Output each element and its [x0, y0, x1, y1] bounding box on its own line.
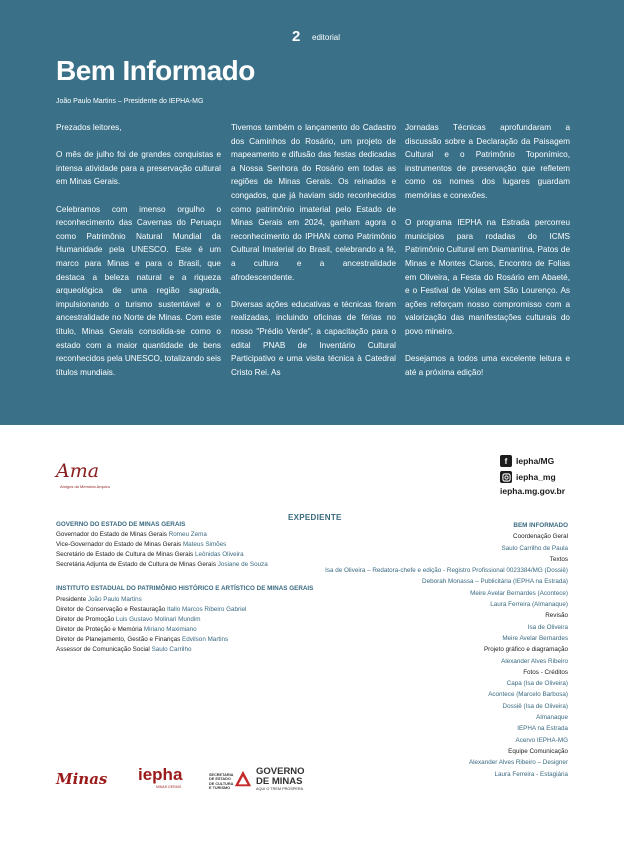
credit-label: Equipe Comunicação [508, 747, 568, 755]
byline: João Paulo Martins – Presidente do IEPHA-MG [56, 98, 204, 105]
paragraph: Diversas ações educativas e técnicas foram realizadas, incluindo oficinas de férias no nosso "Prédio Verde", a capacitação para o edital PNAB de Inventário Cultural Participativo e uma visita técnica à Catedral Cristo Rei. As [231, 299, 396, 377]
facebook-icon: f [500, 455, 512, 467]
credit-row: Diretor de Promoção Luis Gustavo Molinari Mundim [56, 615, 201, 623]
credit-row: Assessor de Comunicação Social Saulo Carrilho [56, 646, 192, 654]
credit-name: IEPHA na Estrada [517, 725, 568, 733]
credit-row: Diretor de Planejamento, Gestão e Finanças Edvilson Martins [56, 635, 229, 643]
instagram-handle: iepha_mg [516, 472, 556, 482]
instagram-icon [500, 471, 512, 483]
credit-name: Isa de Oliveira – Redatora-chefe e edição - Registro Profissional 0023384/MG (Dossiê) [325, 567, 568, 575]
social-links [500, 453, 580, 496]
credit-row: Presidente João Paulo Martins [56, 595, 142, 603]
credit-label: Coordenação Geral [513, 533, 568, 541]
text-column-3 [405, 121, 570, 393]
credit-row: Governador do Estado de Minas Gerais Romeu Zema [56, 531, 207, 539]
credit-label: Projeto gráfico e diagramação [483, 646, 568, 654]
credit-label: Fotos - Créditos [523, 668, 568, 676]
text-column-2 [231, 121, 396, 393]
credit-name: Acervo IEPHA-MG [515, 736, 568, 744]
expediente-right [308, 520, 568, 780]
credit-name: Alexander Alves Ribeiro – Designer [468, 759, 568, 767]
facebook-handle: Iepha/MG [516, 456, 555, 466]
credit-name: Saulo Carrilho de Paula [501, 544, 568, 552]
instagram-link[interactable] [500, 469, 580, 485]
bem-informado-heading: BEM INFORMADO [513, 522, 568, 529]
expediente-title: EXPEDIENTE [288, 513, 342, 522]
website-link[interactable]: iepha.mg.gov.br [500, 486, 566, 496]
paragraph: O programa IEPHA na Estrada percorreu municípios para rodadas do ICMS Patrimônio Cultural em Diamantina, Patos de Minas e Montes Claros, Encontro de Folias em Oliveira, a Festa do Rosário em Abaeté, e o Festival de Violas em São Lourenço. As ações reforçam nosso compromisso com a valorização das manifestações culturais do povo mineiro. [405, 218, 570, 336]
credit-name: Almanaque [536, 714, 568, 722]
credit-row: Diretor de Conservação e Restauração Itallo Marcos Ribeiro Gabriel [56, 605, 247, 613]
credit-name: Capa (Isa de Oliveira) [506, 680, 568, 688]
credit-name: Acontece (Marcelo Barbosa) [488, 691, 568, 699]
ama-logo [56, 460, 116, 494]
credit-label: Textos [549, 555, 568, 563]
paragraph: Desejamos a todos uma excelente leitura e até a próxima edição! [405, 354, 570, 377]
credit-row: Vice-Governador do Estado de Minas Gerais Mateus Simões [56, 541, 227, 549]
credit-row: Diretor de Proteção e Memória Miriano Maximiano [56, 625, 197, 633]
governo-slogan: AQUI O TREM PROSPERA [256, 787, 304, 791]
text-column-1 [56, 121, 221, 393]
credit-name: Alexander Alves Ribeiro [501, 657, 568, 665]
page-title: Bem Informado [56, 55, 255, 86]
ama-logo-subtitle: Amigos da Memória Arquivo [60, 484, 111, 489]
ama-logo-text: Ama [56, 460, 100, 482]
credit-name: Dossiê (Isa de Oliveira) [502, 702, 568, 710]
paragraph: Celebramos com imenso orgulho o reconhecimento das Cavernas do Peruaçu como Patrimônio Natural Mundial da Humanidade pela UNESCO. Este é um marco para Minas e para o Brasil, que destaca a beleza natural e a riqueza arqueológica de uma região sagrada, impulsionando o turismo sustentável e o ancestralidade no Norte de Minas. Com este título, Minas Gerais consolida-se como o estado com a maior quantidade de bens reconhecidos pela UNESCO, totalizando seis títulos mundiais. [56, 204, 221, 377]
secretaria-logo: SECRETARIA DE ESTADO DE CULTURA E TURISMO [209, 773, 234, 791]
credit-row: Secretário de Estado de Cultura de Minas Gerais Leônidas Oliveira [56, 551, 244, 559]
iepha-heading: INSTITUTO ESTADUAL DO PATRIMÔNIO HISTÓRICO E ARTÍSTICO DE MINAS GERAIS [56, 585, 314, 593]
iepha-logo: iepha [138, 765, 183, 784]
footer-logos [56, 765, 326, 795]
page-number: 2 [292, 28, 301, 45]
credit-name: Laura Ferreira (Almanaque) [490, 601, 568, 609]
iepha-logo-subtitle: MINAS GERAIS [156, 785, 182, 789]
credit-name: Deborah Monassa – Publicitária (IEPHA na Estrada) [422, 578, 568, 586]
section-label: editorial [312, 33, 341, 42]
credit-row: Secretária Adjunta de Estado de Cultura de Minas Gerais Josiane de Souza [56, 561, 268, 569]
minas-logo: Minas [56, 770, 108, 788]
paragraph: Tivemos também o lançamento do Cadastro dos Caminhos do Rosário, um projeto de mapeamento e difusão das festas dedicadas a Nossa Senhora do Rosário em todas as regiões de Minas Gerais. Os reinados e congados, que já haviam sido reconhecidos como patrimônio imaterial pelo Estado de Minas Gerais em 2024, ganham agora o reconhecimento do IPHAN como Patrimônio Cultural Imaterial do Brasil, celebrando a fé, a cultura e a ancestralidade afrodescendente. [231, 123, 396, 282]
credit-name: Meire Avelar Bernardes (Acontece) [470, 589, 568, 597]
credit-label: Revisão [545, 612, 568, 620]
paragraph: O mês de julho foi de grandes conquistas e intensa atividade para a preservação cultural em Minas Gerais. [56, 150, 221, 187]
governo-triangle-icon [234, 770, 252, 788]
facebook-link[interactable] [500, 453, 580, 469]
paragraph: Prezados leitores, [56, 123, 122, 132]
credit-name: Meire Avelar Bernardes [502, 634, 568, 642]
credit-name: Isa de Oliveira [527, 623, 568, 631]
governo-logo: GOVERNO DE MINAS [256, 766, 305, 787]
paragraph: Jornadas Técnicas aprofundaram a discussão sobre a Declaração da Paisagem Cultural e o Patrimônio Toponímico, instrumentos de preservação que refletem como os nomes dos lugares guardam memórias e conexões. [405, 123, 570, 200]
gov-heading: GOVERNO DO ESTADO DE MINAS GERAIS [56, 521, 186, 528]
credit-name: Laura Ferreira - Estagiária [494, 770, 568, 778]
